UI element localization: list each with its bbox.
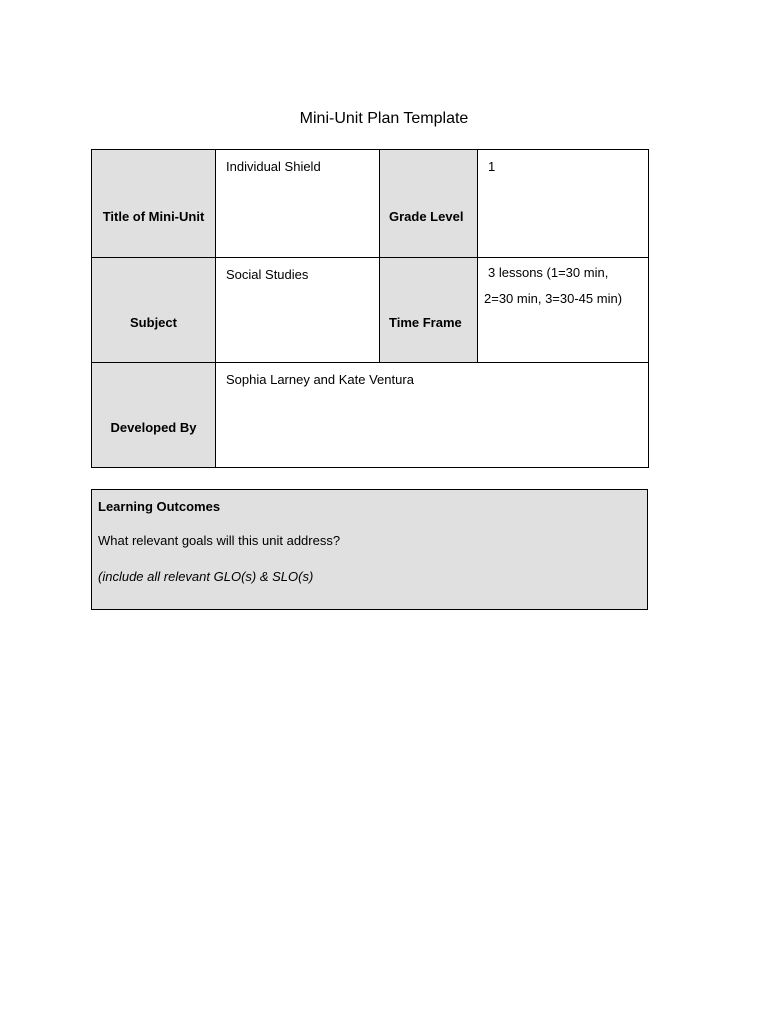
grade-value-cell[interactable] [478,150,649,258]
grade-label: Grade Level [389,208,464,224]
timeframe-label: Time Frame [389,315,462,330]
subject-value: Social Studies [226,267,309,282]
subject-label-cell [92,258,216,363]
title-value-cell[interactable] [216,150,380,258]
timeframe-value-line1: 3 lessons (1=30 min, [488,265,609,280]
page-title: Mini-Unit Plan Template [299,110,469,127]
timeframe-value-cell[interactable] [478,258,649,363]
learning-outcomes-box[interactable] [91,489,648,610]
developed-label: Developed By [110,420,197,435]
title-label: Title of Mini-Unit [102,208,205,224]
developed-label-cell [92,363,216,468]
developed-value-cell[interactable] [216,363,649,468]
developed-value: Sophia Larney and Kate Ventura [226,372,414,387]
table-row [92,258,649,363]
learning-outcomes-heading: Learning Outcomes [98,499,221,514]
subject-value-cell[interactable] [216,258,380,363]
grade-label-cell [380,150,478,258]
table-row [92,150,649,258]
subject-label: Subject [130,315,177,330]
timeframe-label-cell [380,258,478,363]
timeframe-value-line2: 2=30 min, 3=30-45 min) [484,291,623,306]
learning-outcomes-question: What relevant goals will this unit address? [98,533,341,548]
unit-info-table [91,149,649,468]
title-value: Individual Shield [226,159,321,174]
title-label-cell [92,150,216,258]
grade-value: 1 [488,159,496,174]
learning-outcomes-note: (include all relevant GLO(s) & SLO(s) [98,569,314,584]
table-row [92,363,649,468]
